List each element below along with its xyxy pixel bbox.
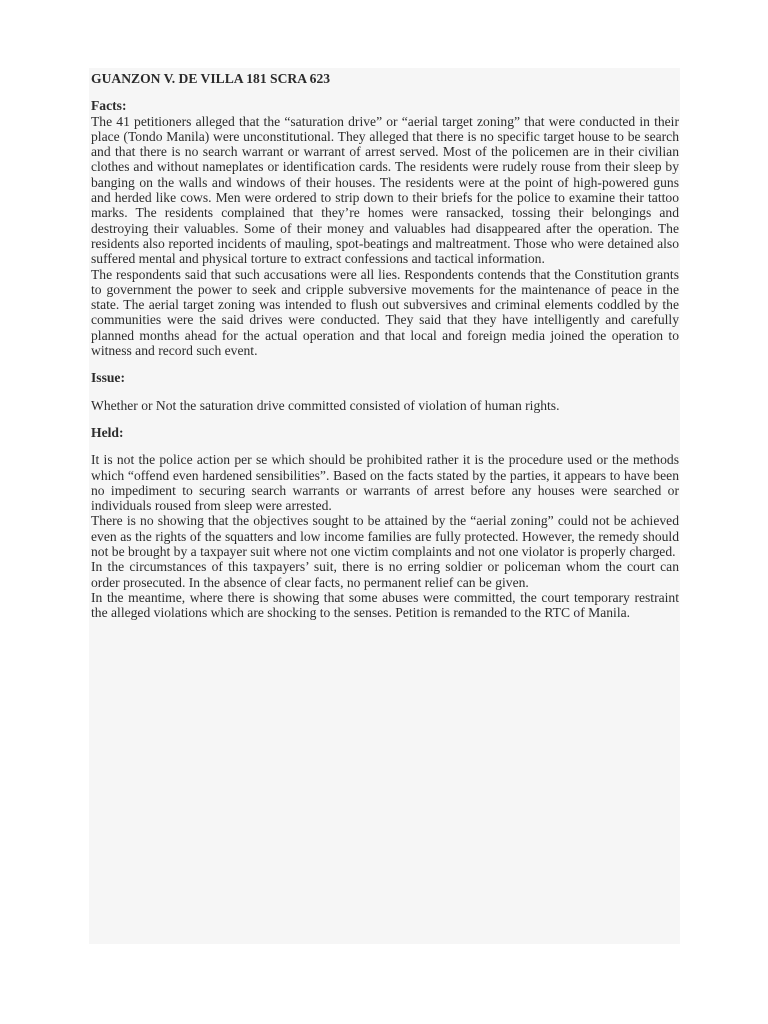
held-paragraph: It is not the police action per se which should be prohibited rather it is the procedure used or the methods which “offend even hardened sensibilities”. Based on the facts stated by the parties, it appears to have been no impediment to securing search warrants or warrants of arrest before any houses were searched or individuals roused from sleep were arrested. [91, 452, 679, 514]
held-paragraph: In the circumstances of this taxpayers’ suit, there is no erring soldier or policeman whom the court can order prosecuted. In the absence of clear facts, no permanent relief can be given. [91, 559, 679, 590]
held-paragraph: There is no showing that the objectives sought to be attained by the “aerial zoning” could not be achieved even as the rights of the squatters and low income families are fully protected. However, the remedy should not be brought by a taxpayer suit where not one victim complaints and not one violator is properly charged. [91, 513, 679, 560]
case-title: GUANZON V. DE VILLA 181 SCRA 623 [91, 71, 331, 86]
held-heading: Held: [91, 424, 124, 440]
issue-text: Whether or Not the saturation drive committed consisted of violation of human rights. [91, 397, 560, 413]
facts-heading: Facts: [91, 98, 127, 114]
facts-paragraph: The 41 petitioners alleged that the “saturation drive” or “aerial target zoning” that were conducted in their place (Tondo Manila) were unconstitutional. They alleged that there is no specific target house to be search and that there is no search warrant or warrant of arrest served. Most of the policemen are in their civilian clothes and without nameplates or identification cards. The residents were rudely rouse from their sleep by banging on the walls and windows of their houses. The residents were at the point of high-powered guns and herded like cows. Men were ordered to strip down to their briefs for the police to examine their tattoo marks. The residents complained that they’re homes were ransacked, tossing their belongings and destroying their valuables. Some of their money and valuables had disappeared after the operation. The residents also reported incidents of mauling, spot-beatings and maltreatment. Those who were detained also suffered mental and physical torture to extract confessions and tactical information. [91, 113, 679, 267]
held-paragraph: In the meantime, where there is showing that some abuses were committed, the court temporary restraint the alleged violations which are shocking to the senses. Petition is remanded to the RTC of Manila. [91, 589, 679, 621]
issue-heading: Issue: [91, 370, 125, 386]
document-body [91, 71, 679, 621]
facts-paragraph: The respondents said that such accusations were all lies. Respondents contends that the Constitution grants to government the power to seek and cripple subversive movements for the maintenance of peace in the state. The aerial target zoning was intended to flush out subversives and criminal elements coddled by the communities were the said drives were conducted. They said that they have intelligently and carefully planned months ahead for the actual operation and that local and foreign media joined the operation to witness and record such event. [91, 266, 679, 359]
